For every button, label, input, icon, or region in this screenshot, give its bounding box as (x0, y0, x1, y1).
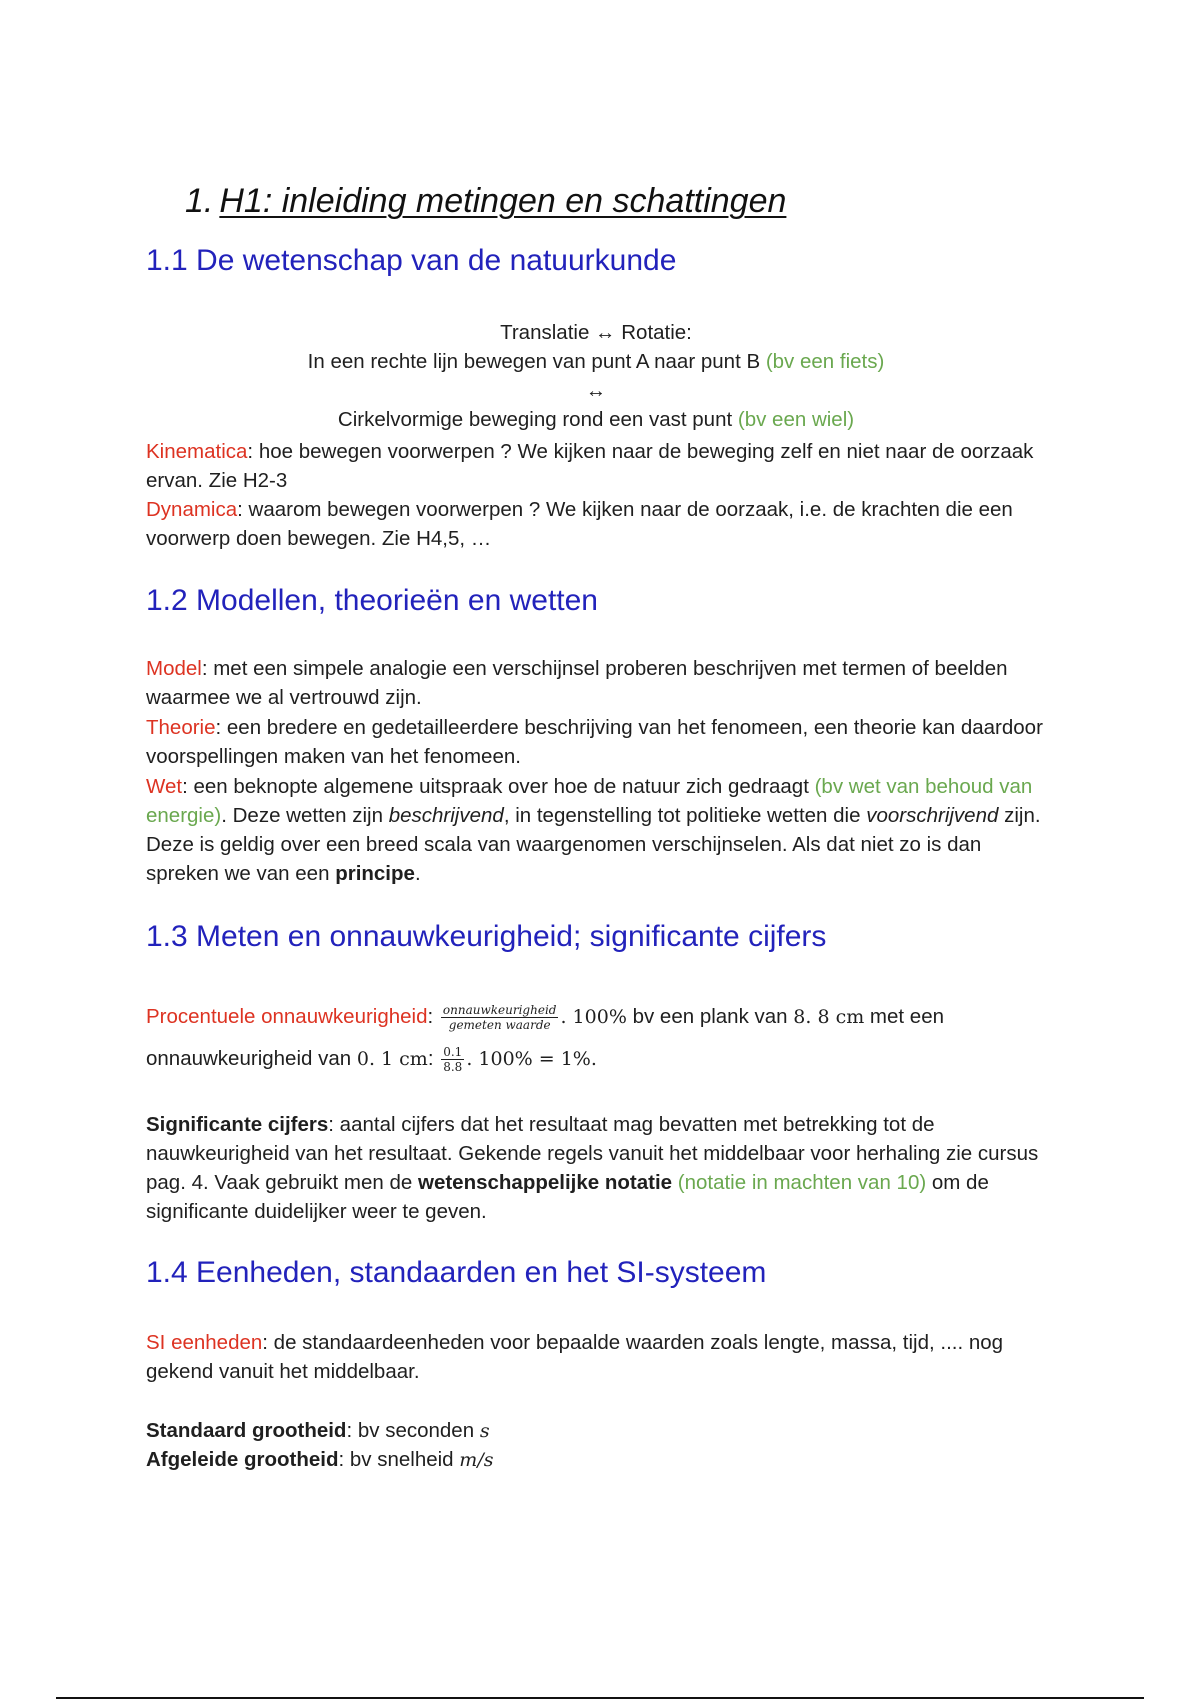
procentuele-multiplier: . 100% (560, 1006, 627, 1028)
significante-bold: wetenschappelijke notatie (418, 1171, 673, 1194)
dynamica-paragraph (146, 495, 1046, 553)
model-paragraph (146, 654, 1046, 712)
section-heading-1-2: 1.2 Modellen, theorieën en wetten (146, 584, 598, 617)
procentuele-result: . 100% = 1%. (466, 1048, 597, 1070)
standaard-unit: s (479, 1420, 490, 1442)
wet-text-3: , in tegenstelling tot politieke wetten die (503, 804, 867, 827)
wet-text-4: zijn. Deze is geldig over een breed scala van waargenomen verschijnselen. Als dat niet zo is dan spreken we van een (146, 804, 1041, 885)
procentuele-value-2: 0. 1 cm (356, 1048, 428, 1070)
kinematica-paragraph (146, 437, 1046, 495)
procentuele-colon-2: : (427, 1047, 434, 1070)
wet-italic-voorschrijvend: voorschrijvend (866, 804, 999, 827)
wet-paragraph (146, 772, 1046, 888)
si-term: SI eenheden (146, 1331, 263, 1354)
section-heading-1-1: 1.1 De wetenschap van de natuurkunde (146, 244, 677, 277)
theorie-text: : een bredere en gedetailleerdere beschrijving van het fenomeen, een theorie kan daardoor voorspellingen maken van het fenomeen. (146, 716, 1043, 768)
center-line-3-arrow: ↔ (585, 379, 607, 402)
procentuele-value-1: 8. 8 cm (793, 1006, 865, 1028)
significante-text-1: : aantal cijfers dat het resultaat mag bevatten met betrekking tot de nauwkeurigheid van het resultaat. Gekende regels vanuit het middelbaar voor herhaling zie cursus pag. 4. Vaak gebruikt men de (146, 1113, 1039, 1194)
wet-term: Wet (146, 775, 183, 798)
standaard-term: Standaard grootheid (146, 1419, 347, 1442)
procentuele-text-1: bv een plank van (626, 1005, 794, 1028)
standaard-text: : bv seconden (346, 1419, 480, 1442)
fraction-2-denominator: 8.8 (443, 1060, 463, 1075)
chapter-title (185, 182, 786, 221)
afgeleide-text: : bv snelheid (338, 1448, 460, 1471)
model-term: Model (146, 657, 202, 680)
kinematica-text: : hoe bewegen voorwerpen ? We kijken naar de beweging zelf en niet naar de oorzaak ervan. Zie H2-3 (146, 440, 1034, 492)
procentuele-term: Procentuele onnauwkeurigheid (146, 1005, 428, 1028)
afgeleide-unit: m/s (459, 1449, 494, 1471)
si-text: : de standaardeenheden voor bepaalde waarden zoals lengte, massa, tijd, .... nog gekend vanuit het middelbaar. (146, 1331, 1004, 1383)
theorie-term: Theorie (146, 716, 216, 739)
example-wiel: (bv een wiel) (737, 408, 855, 431)
wet-text-5: . (414, 862, 421, 885)
section-heading-1-4: 1.4 Eenheden, standaarden en het SI-systeem (146, 1256, 767, 1289)
fraction-2-numerator: 0.1 (443, 1045, 463, 1060)
chapter-title-text: H1: inleiding metingen en schattingen (219, 182, 787, 220)
center-line-2 (146, 347, 1046, 376)
significante-term: Significante cijfers (146, 1113, 329, 1136)
significante-text-2: om de significante duidelijker weer te geven. (146, 1171, 989, 1223)
wet-italic-beschrijvend: beschrijvend (388, 804, 504, 827)
center-line-4 (146, 405, 1046, 434)
center-line-4-text: Cirkelvormige beweging rond een vast punt (337, 408, 738, 431)
chapter-number: 1. (185, 182, 214, 220)
translation-rotation-block (146, 318, 1046, 434)
procentuele-colon: : (427, 1005, 434, 1028)
procentuele-text-2: met een onnauwkeurigheid van (146, 1005, 945, 1070)
section-heading-1-3: 1.3 Meten en onnauwkeurigheid; significante cijfers (146, 920, 827, 953)
afgeleide-grootheid-line (146, 1445, 1046, 1475)
dynamica-text: : waarom bewegen voorwerpen ? We kijken naar de oorzaak, i.e. de krachten die een voorwerp doen bewegen. Zie H4,5, … (146, 498, 1013, 550)
wet-text-2: . Deze wetten zijn (221, 804, 389, 827)
si-paragraph (146, 1328, 1046, 1386)
standaard-grootheid-line (146, 1416, 1046, 1446)
wet-example: (bv wet van behoud van energie) (146, 775, 1033, 827)
afgeleide-term: Afgeleide grootheid (146, 1448, 339, 1471)
procentuele-paragraph (146, 996, 1046, 1080)
model-text: : met een simpele analogie een verschijnsel proberen beschrijven met termen of beelden waarmee we al vertrouwd zijn. (146, 657, 1008, 709)
theorie-paragraph (146, 713, 1046, 771)
fraction-1-numerator: onnauwkeurigheid (442, 1003, 557, 1018)
center-line-1: Translatie ↔ Rotatie: (500, 321, 692, 344)
wet-bold-principe: principe (335, 862, 415, 885)
fraction-onnauwkeurigheid (441, 1003, 559, 1032)
center-line-2-text: In een rechte lijn bewegen van punt A naar punt B (307, 350, 766, 373)
dynamica-term: Dynamica (146, 498, 238, 521)
significante-paragraph (146, 1110, 1046, 1226)
example-fiets: (bv een fiets) (765, 350, 885, 373)
fraction-example (441, 1045, 464, 1074)
significante-example: (notatie in machten van 10) (672, 1171, 927, 1194)
bottom-rule (56, 1697, 1144, 1699)
fraction-1-denominator: gemeten waarde (448, 1018, 551, 1033)
wet-text-1: : een beknopte algemene uitspraak over hoe de natuur zich gedraagt (182, 775, 815, 798)
kinematica-term: Kinematica (146, 440, 248, 463)
